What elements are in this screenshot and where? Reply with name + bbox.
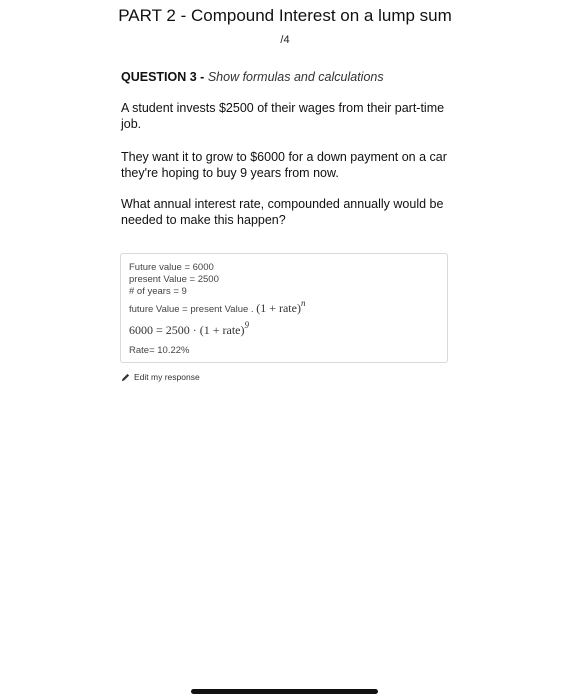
pencil-icon [121,373,130,382]
question-number: QUESTION 3 - [121,70,208,84]
question-paragraph-1: A student invests $2500 of their wages from their part-time job. [121,101,445,131]
home-indicator[interactable] [191,689,378,694]
edit-response-label: Edit my response [134,372,200,382]
calc-expression: (1 + rate) [199,323,245,337]
question-paragraph-2: They want it to grow to $6000 for a down payment on a car they're hoping to buy 9 years from now. [121,150,447,180]
question-paragraph-3: What annual interest rate, compounded annually would be needed to make this happen? [121,197,444,227]
response-calculation [129,320,250,338]
response-box [120,253,448,363]
points-label: /4 [280,34,290,46]
formula-label: future Value = present Value . [129,304,254,315]
page-title: PART 2 - Compound Interest on a lump sum [118,6,452,25]
response-years: # of years = 9 [129,286,187,297]
response-present-value: present Value = 2500 [129,274,219,285]
formula-expression: (1 + rate)$^n$ [256,298,306,315]
response-future-value: Future value = 6000 [129,262,214,273]
calc-exponent: 9 [244,320,250,330]
response-formula [129,298,306,316]
question-heading [121,70,384,84]
response-result: Rate= 10.22% [129,345,190,356]
calc-left: 6000 = 2500 · [129,323,200,337]
question-subtitle: Show formulas and calculations [207,70,384,84]
edit-response-link[interactable] [121,372,200,382]
